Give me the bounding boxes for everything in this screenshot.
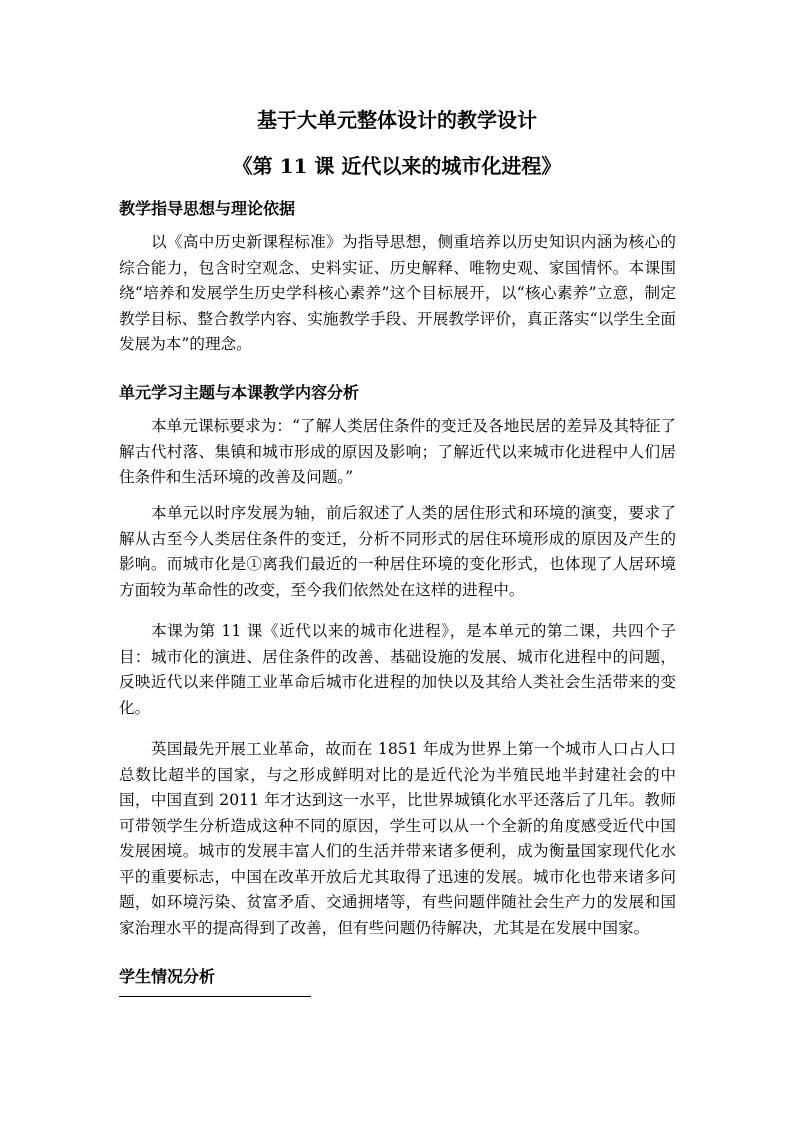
document-subtitle: 《第 11 课 近代以来的城市化进程》 xyxy=(232,154,562,178)
paragraph: 英国最先开展工业革命，故而在 1851 年成为世界上第一个城市人口占人口总数比超半的国家，与之形成鲜明对比的是近代沦为半殖民地半封建社会的中国，中国直到 2011 年才达到这一水平，比世界城镇化水平还落后了几年。教师可带领学生分析造成这种不同的原因，学生可以从一个全新的角度感受近代中国发展困境。城市的发展丰富人们的生活并带来诸多便利，成为衡量国家现代化水平的重要标志，中国在改革开放后尤其取得了迅速的发展。城市化也带来诸多问题，如环境污染、贫富矛盾、交通拥堵等，有些问题伴随社会生产力的发展和国家治理水平的提高得到了改善，但有些问题仍待解决，尤其是在发展中国家。 xyxy=(119,740,676,937)
paragraph: 本课为第 11 课《近代以来的城市化进程》，是本单元的第二课，共四个子目：城市化的演进、居住条件的改善、基础设施的发展、城市化进程中的问题，反映近代以来伴随工业革命后城市化进程的加快以及其给人类社会生活带来的变化。 xyxy=(119,622,676,717)
paragraph: 本单元以时序发展为轴，前后叙述了人类的居住形式和环境的演变，要求了解从古至今人类居住条件的变迁，分析不同形式的居住环境形成的原因及产生的影响。而城市化是①离我们最近的一种居住环境的变化形式，也体现了人居环境方面较为革命性的改变，至今我们依然处在这样的进程中。 xyxy=(119,504,676,599)
footnote-divider xyxy=(119,996,311,997)
paragraph: 本单元课标要求为：“了解人类居住条件的变迁及各地民居的差异及其特征了解古代村落、集镇和城市形成的原因及影响；了解近代以来城市化进程中人们居住条件和生活环境的改善及问题。” xyxy=(119,417,676,486)
paragraph: 以《高中历史新课程标准》为指导思想，侧重培养以历史知识内涵为核心的综合能力，包含时空观念、史料实证、历史解释、唯物史观、家国情怀。本课围绕“培养和发展学生历史学科核心素养”这个目标展开，以“核心素养”立意，制定教学目标、整合教学内容、实施教学手段、开展教学评价，真正落实“以学生全面发展为本”的理念。 xyxy=(119,233,676,353)
document-title: 基于大单元整体设计的教学设计 xyxy=(257,108,537,132)
section-heading-unit-analysis: 单元学习主题与本课教学内容分析 xyxy=(119,383,360,402)
section-heading-guiding-theory: 教学指导思想与理论依据 xyxy=(119,199,296,218)
section-heading-student-analysis: 学生情况分析 xyxy=(119,967,216,986)
